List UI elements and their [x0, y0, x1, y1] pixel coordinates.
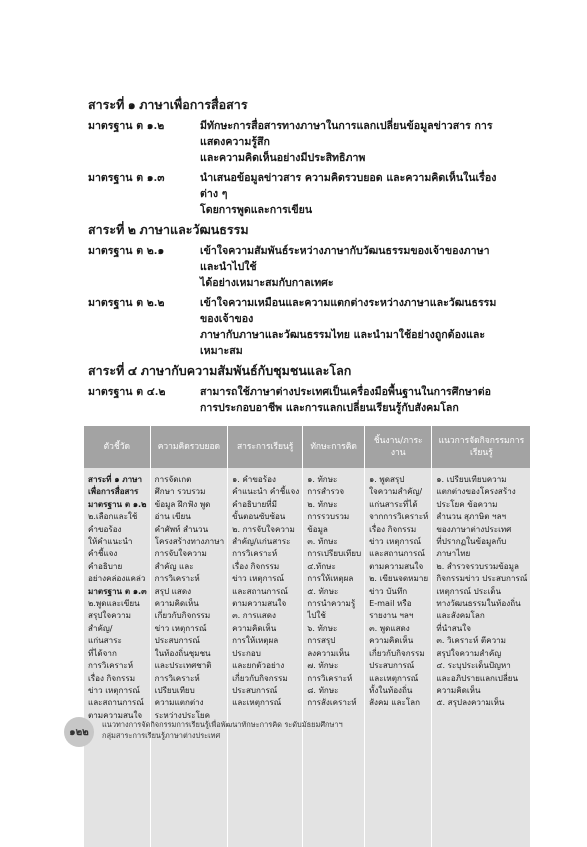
cell-line: คำศัพท์ สำนวน: [154, 523, 209, 534]
cell-line: แก่นสาระ: [88, 635, 122, 646]
table-cell: [303, 468, 365, 847]
cell-line: และยกตัวอย่าง: [232, 660, 285, 671]
cell-line: ๑. เปรียบเทียบความ: [436, 474, 507, 484]
cell-line: ๒. เขียนจดหมาย: [369, 573, 429, 584]
cell-line: ข้อมูล ฝึกฟัง พูด: [154, 498, 211, 509]
cell-line: เกี่ยวกับกิจกรรม: [154, 610, 211, 621]
cell-line: ข่าว บันทึก: [369, 585, 408, 596]
standard-text: [200, 243, 508, 291]
standard-line: การประกอบอาชีพ และการแลกเปลี่ยนเรียนรู้กับสังคมโลก: [200, 402, 459, 414]
cell-line: ๗. ทักษะ: [307, 660, 339, 671]
cell-line: และสังคมโลก: [436, 610, 485, 621]
cell-line: การสำรวจ: [307, 486, 345, 497]
cell-line: คำแนะนำ คำชี้แจง: [232, 486, 300, 497]
cell-line: ๒.เลือกและใช้: [88, 511, 138, 522]
cell-line: ข่าว เหตุการณ์: [154, 622, 207, 633]
header-tasks: ชิ้นงาน/ภาระงาน: [365, 426, 432, 468]
table-cell: [228, 468, 303, 847]
cell-line: คำขอร้อง: [88, 523, 122, 534]
page-number: ๑๒๒: [64, 717, 94, 747]
header-concept: ความคิดรวบยอด: [150, 426, 227, 468]
cell-line: ทั้งในท้องถิ่น: [369, 684, 413, 695]
cell-line: เรื่อง กิจกรรม: [369, 523, 417, 534]
standard-text: [200, 384, 508, 416]
footer-line: กลุ่มสาระการเรียนรู้ภาษาต่างประเทศ: [102, 731, 221, 740]
cell-line: สรุป แสดง: [154, 585, 192, 596]
cell-line: ๑. พูดสรุป: [369, 474, 405, 484]
strand-heading: สาระที่ ๔ ภาษากับความสัมพันธ์กับชุมชนและโลก: [88, 364, 352, 378]
cell-line: ๒. สำรวจรวบรวมข้อมูล: [436, 560, 519, 571]
cell-line: รายงาน ฯลฯ: [369, 610, 414, 621]
cell-line: ๓. วิเคราะห์ ตีความ: [436, 635, 507, 646]
standard-text: [200, 118, 508, 166]
cell-line: และเหตุการณ์: [232, 697, 282, 708]
cell-line: เหตุการณ์ ประเด็น: [436, 585, 501, 596]
cell-line: และประเทศชาติ: [154, 660, 212, 671]
cell-line: และเหตุการณ์: [369, 672, 419, 683]
cell-line: ๑. ทักษะ: [307, 474, 338, 484]
cell-line: การจัดเกต: [154, 474, 192, 484]
cell-line: ของภาษาต่างประเทศ: [436, 523, 512, 534]
standard-code: มาตรฐาน ต ๑.๓: [88, 172, 165, 184]
cell-line: ไปใช้: [307, 610, 326, 621]
cell-line: ความคิดเห็น: [369, 635, 414, 646]
cell-line: เกี่ยวกับกิจกรรม: [232, 672, 288, 683]
standard-item: [88, 384, 508, 416]
cell-line: ข้อมูล: [307, 523, 328, 534]
cell-line: การจับใจความ: [154, 548, 207, 559]
cell-line: สาระที่ ๑ ภาษา: [88, 474, 143, 484]
cell-line: สำคัญ/แก่นสาระ: [232, 536, 291, 547]
cell-line: ทางวัฒนธรรมในท้องถิ่น: [436, 598, 521, 609]
cell-line: การให้เหตุผล: [307, 573, 354, 584]
cell-line: แก่นสาระที่ได้: [369, 498, 418, 509]
cell-line: สำคัญ/: [88, 622, 113, 633]
cell-line: การวิเคราะห์: [154, 573, 200, 584]
cell-line: การเปรียบเทียบ: [307, 548, 362, 559]
cell-line: และสถานการณ์: [369, 548, 425, 559]
cell-line: สำนวน สุภาษิต ฯลฯ: [436, 511, 507, 522]
cell-line: สรุปใจความสำคัญ: [436, 647, 502, 658]
header-indicators: ตัวชี้วัด: [84, 426, 150, 468]
cell-line: ๔.ทักษะ: [307, 560, 336, 571]
standard-item: [88, 295, 508, 359]
cell-line: สรุปใจความ: [88, 610, 131, 621]
header-thinking-skills: ทักษะการคิด: [303, 426, 365, 468]
cell-line: ข่าว เหตุการณ์: [88, 684, 140, 695]
cell-line: ภาษาไทย: [436, 548, 471, 559]
cell-line: และอภิปรายแลกเปลี่ยน: [436, 672, 519, 683]
cell-line: กิจกรรมข่าว ประสบการณ์: [436, 573, 528, 584]
standard-item: [88, 170, 508, 218]
cell-line: การรวบรวม: [307, 511, 350, 522]
cell-line: เพื่อการสื่อสาร: [88, 486, 139, 497]
cell-line: และสถานการณ์: [88, 697, 144, 708]
standard-line: ภาษากับภาษาและวัฒนธรรมไทย และนำมาใช้อย่างถูกต้องและเหมาะสม: [200, 329, 486, 357]
cell-line: มาตรฐาน ต ๑.๓: [88, 585, 147, 596]
cell-line: ที่นำสนใจ: [436, 622, 471, 633]
cell-line: ข่าว เหตุการณ์: [369, 536, 421, 547]
table-cell: [84, 468, 150, 847]
cell-line: E-mail หรือ: [369, 598, 412, 609]
cell-line: การสรุป: [307, 635, 336, 646]
cell-line: ประโยค ข้อความ: [436, 498, 498, 509]
table-cell: [150, 468, 227, 847]
cell-line: ศึกษา รวบรวม: [154, 486, 206, 497]
standard-line: โดยการพูดและการเขียน: [200, 204, 313, 216]
standard-code: มาตรฐาน ต ๒.๑: [88, 245, 165, 257]
cell-line: ๖. ทักษะ: [307, 622, 338, 633]
cell-line: สังคม และโลก: [369, 697, 421, 708]
table-header-row: [84, 426, 530, 468]
cell-line: ๘. ทักษะ: [307, 684, 339, 695]
cell-line: ที่ปรากฏในข้อมูลกับ: [436, 536, 507, 547]
footer-line: แนวทางการจัดกิจกรรมการเรียนรู้เพื่อพัฒนาทักษะการคิด ระดับมัธยมศึกษาฯ: [102, 720, 343, 729]
header-activities: แนวการจัดกิจกรรมการเรียนรู้: [432, 426, 530, 468]
cell-line: การวิเคราะห์: [154, 672, 200, 683]
cell-line: ที่ได้จาก: [88, 647, 117, 658]
cell-line: เรื่อง กิจกรรม: [232, 560, 280, 571]
cell-line: อ่าน เขียน: [154, 511, 191, 522]
cell-line: ๒. การจับใจความ: [232, 523, 295, 534]
cell-line: ตามความสนใจ: [88, 709, 143, 720]
strand-heading: สาระที่ ๒ ภาษาและวัฒนธรรม: [88, 223, 249, 237]
cell-line: คำอธิบาย: [88, 560, 123, 571]
table-cell: [432, 468, 530, 847]
cell-line: ความแตกต่าง: [154, 697, 204, 708]
cell-line: จากการวิเคราะห์: [369, 511, 429, 522]
cell-line: มาตรฐาน ต ๑.๒: [88, 498, 147, 509]
cell-line: แตกต่างของโครงสร้าง: [436, 486, 516, 497]
footer-text: [102, 719, 343, 741]
curriculum-table: [84, 426, 530, 847]
cell-line: ข่าว เหตุการณ์: [232, 573, 284, 584]
cell-line: เกี่ยวกับกิจกรรม: [369, 647, 425, 658]
cell-line: ๑. คำขอร้อง: [232, 474, 276, 484]
cell-line: คำอธิบายที่มี: [232, 498, 277, 509]
standard-text: [200, 295, 508, 359]
cell-line: เปรียบเทียบ: [154, 684, 195, 695]
cell-line: การวิเคราะห์: [307, 672, 353, 683]
cell-line: สำคัญ และ: [154, 560, 194, 571]
standard-item: [88, 243, 508, 291]
cell-line: ตามความสนใจ: [232, 598, 287, 609]
cell-line: ประสบการณ์: [232, 684, 278, 695]
standard-line: มีทักษะการสื่อสารทางภาษาในการแลกเปลี่ยนข้อมูลข่าวสาร การแสดงความรู้สึก: [200, 120, 493, 148]
standard-line: สามารถใช้ภาษาต่างประเทศเป็นเครื่องมือพื้นฐานในการศึกษาต่อ: [200, 386, 492, 398]
cell-line: ๕. สรุปลงความเห็น: [436, 697, 505, 708]
cell-line: ประกอบ: [232, 647, 261, 658]
cell-line: ในท้องถิ่นชุมชน: [154, 647, 211, 658]
cell-line: ๒. ทักษะ: [307, 498, 338, 509]
cell-line: ใจความสำคัญ/: [369, 486, 423, 497]
cell-line: ความคิดเห็น: [232, 622, 277, 633]
cell-line: การให้เหตุผล: [232, 635, 279, 646]
cell-line: ๔. ระบุประเด็นปัญหา: [436, 660, 511, 671]
table-cell: [365, 468, 432, 847]
header-learning-content: สาระการเรียนรู้: [228, 426, 303, 468]
cell-line: ความคิดเห็น: [436, 684, 481, 695]
standard-code: มาตรฐาน ต ๔.๒: [88, 386, 166, 398]
cell-line: อย่างคล่องแคล่ว: [88, 573, 146, 584]
table-row: [84, 468, 530, 847]
cell-line: ประสบการณ์: [154, 635, 200, 646]
cell-line: การวิเคราะห์: [88, 660, 134, 671]
standard-item: [88, 118, 508, 166]
cell-line: ประสบการณ์: [369, 660, 415, 671]
cell-line: ๓. พูดแสดง: [369, 622, 410, 633]
standard-line: เข้าใจความเหมือนและความแตกต่างระหว่างภาษาและวัฒนธรรมของเจ้าของ: [200, 297, 497, 325]
standard-line: และความคิดเห็นอย่างมีประสิทธิภาพ: [200, 152, 366, 164]
cell-line: ๓. การแสดง: [232, 610, 276, 621]
standard-line: นำเสนอข้อมูลข่าวสาร ความคิดรวบยอด และความคิดเห็นในเรื่องต่าง ๆ: [200, 172, 497, 200]
cell-line: และสถานการณ์: [232, 585, 288, 596]
page-footer: [64, 713, 524, 753]
strand-heading: สาระที่ ๑ ภาษาเพื่อการสื่อสาร: [88, 98, 248, 112]
cell-line: ๓. ทักษะ: [307, 536, 338, 547]
cell-line: ๕. ทักษะ: [307, 585, 339, 596]
cell-line: คำชี้แจง: [88, 548, 118, 559]
cell-line: ระหว่างประโยค: [154, 709, 211, 720]
cell-line: ให้คำแนะนำ: [88, 536, 133, 547]
cell-line: ขั้นตอนซับซ้อน: [232, 511, 286, 522]
standard-line: เข้าใจความสัมพันธ์ระหว่างภาษากับวัฒนธรรมของเจ้าของภาษา และนำไปใช้: [200, 245, 490, 273]
cell-line: การนำความรู้: [307, 598, 356, 609]
cell-line: เรื่อง กิจกรรม: [88, 672, 136, 683]
cell-line: โครงสร้างทางภาษา: [154, 536, 225, 547]
cell-line: ตามความสนใจ: [369, 560, 424, 571]
cell-line: ลงความเห็น: [307, 647, 350, 658]
cell-line: การสังเคราะห์: [307, 697, 357, 708]
standard-code: มาตรฐาน ต ๑.๒: [88, 120, 165, 132]
cell-line: การวิเคราะห์: [232, 548, 278, 559]
cell-line: ความคิดเห็น: [154, 598, 199, 609]
standard-code: มาตรฐาน ต ๒.๒: [88, 297, 165, 309]
standard-text: [200, 170, 508, 218]
standard-line: ได้อย่างเหมาะสมกับกาลเทศะ: [200, 277, 334, 289]
cell-line: ๒.พูดและเขียน: [88, 598, 140, 609]
